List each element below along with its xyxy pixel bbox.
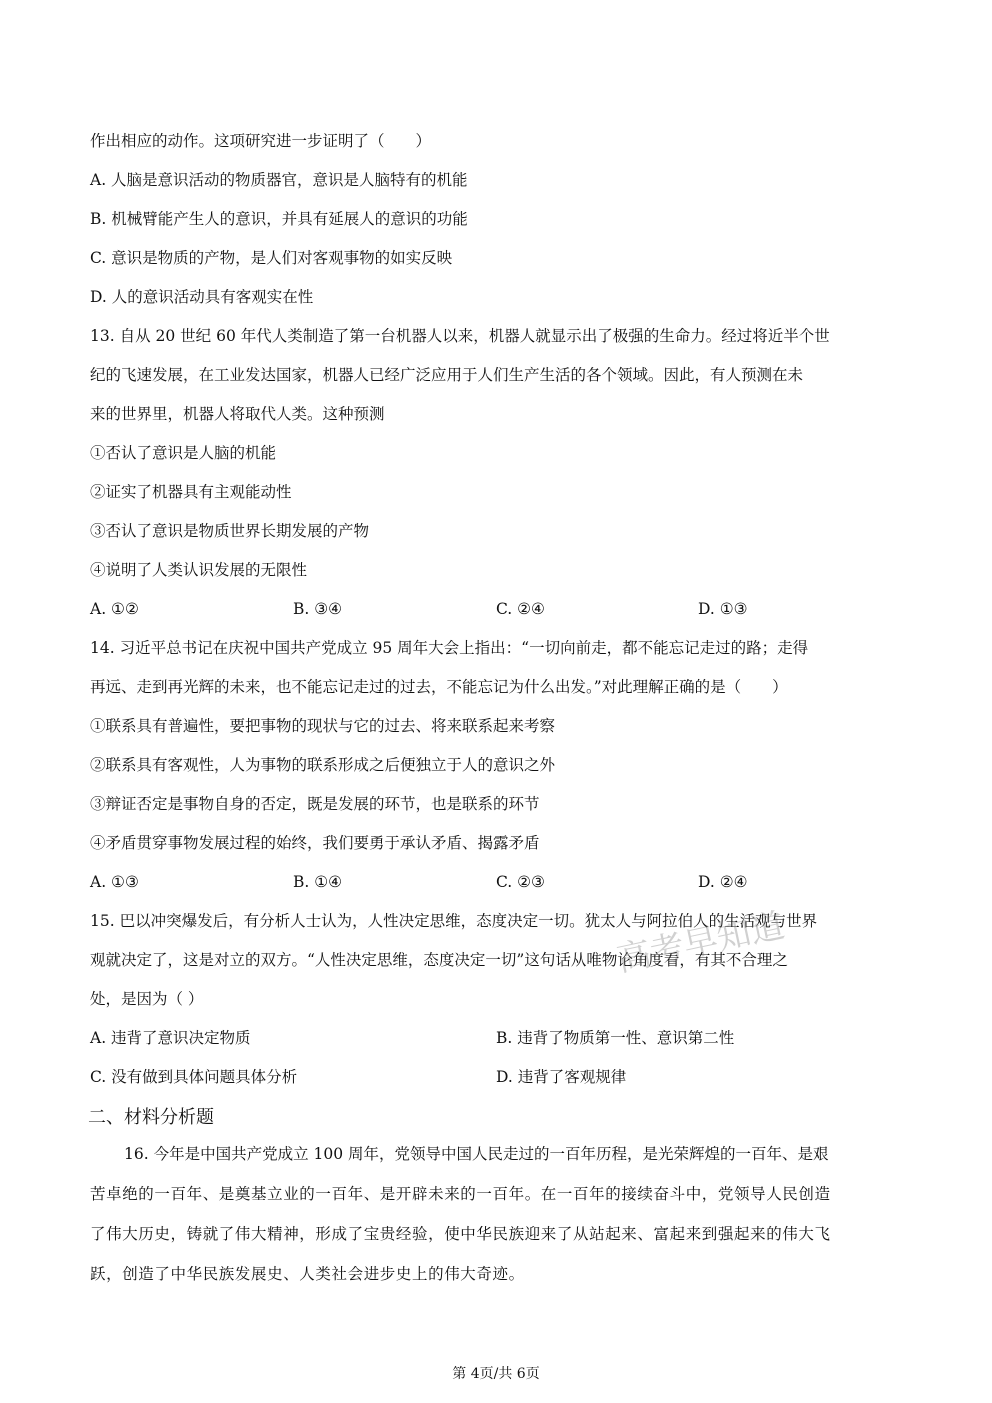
q14-statement-4: ④矛盾贯穿事物发展过程的始终，我们要勇于承认矛盾、揭露矛盾	[90, 834, 540, 852]
q12-stem: 作出相应的动作。这项研究进一步证明了（ ）	[90, 132, 432, 150]
q15-option-a: A. 违背了意识决定物质	[90, 1029, 251, 1047]
q14-option-c: C. ②③	[496, 873, 545, 891]
q16-material-line2: 苦卓绝的一百年、是奠基立业的一百年、是开辟未来的一百年。在一百年的接续奋斗中，党领导人民创造	[90, 1185, 831, 1203]
q13-option-d: D. ①③	[698, 600, 748, 618]
q12-option-d: D. 人的意识活动具有客观实在性	[90, 288, 314, 306]
section-heading: 二、材料分析题	[88, 1107, 214, 1128]
q16-material-line4: 跃，创造了中华民族发展史、人类社会进步史上的伟大奇迹。	[90, 1265, 525, 1283]
q15-option-c: C. 没有做到具体问题具体分析	[90, 1068, 298, 1086]
q12-option-a: A. 人脑是意识活动的物质器官，意识是人脑特有的机能	[90, 171, 468, 189]
q12-option-c: C. 意识是物质的产物，是人们对客观事物的如实反映	[90, 249, 453, 267]
q13-statement-2: ②证实了机器具有主观能动性	[90, 483, 292, 501]
q16-material-line1: 16. 今年是中国共产党成立 100 周年，党领导中国人民走过的一百年历程，是光荣辉煌的一百年、是艰	[124, 1145, 829, 1163]
q13-stem-line3: 来的世界里，机器人将取代人类。这种预测	[90, 405, 385, 423]
q15-stem-line1: 15. 巴以冲突爆发后，有分析人士认为，人性决定思维，态度决定一切。犹太人与阿拉伯人的生活观与世界	[90, 912, 818, 930]
q14-statement-1: ①联系具有普遍性，要把事物的现状与它的过去、将来联系起来考察	[90, 717, 556, 735]
q15-option-b: B. 违背了物质第一性、意识第二性	[496, 1029, 735, 1047]
q13-stem-line2: 纪的飞速发展，在工业发达国家，机器人已经广泛应用于人们生产生活的各个领域。因此，有人预测在未	[90, 366, 804, 384]
q13-option-a: A. ①②	[90, 600, 139, 618]
q14-option-a: A. ①③	[90, 873, 139, 891]
q13-statement-1: ①否认了意识是人脑的机能	[90, 444, 277, 462]
q14-option-b: B. ①④	[293, 873, 343, 891]
q15-stem-line3: 处，是因为（ ）	[90, 990, 204, 1008]
q15-option-d: D. 违背了客观规律	[496, 1068, 627, 1086]
q13-statement-3: ③否认了意识是物质世界长期发展的产物	[90, 522, 370, 540]
q14-stem-line2: 再远、走到再光辉的未来，也不能忘记走过的过去，不能忘记为什么出发。”对此理解正确的是（ ）	[90, 678, 788, 696]
q13-stem-line1: 13. 自从 20 世纪 60 年代人类制造了第一台机器人以来，机器人就显示出了极强的生命力。经过将近半个世	[90, 327, 830, 345]
q16-material-line3: 了伟大历史，铸就了伟大精神，形成了宝贵经验，使中华民族迎来了从站起来、富起来到强起来的伟大飞	[90, 1225, 831, 1243]
q14-statement-3: ③辩证否定是事物自身的否定，既是发展的环节，也是联系的环节	[90, 795, 540, 813]
q14-stem-line1: 14. 习近平总书记在庆祝中国共产党成立 95 周年大会上指出：“一切向前走，都不能忘记走过的路；走得	[90, 639, 809, 657]
watermark-text: 高考早知道	[613, 905, 789, 981]
q14-statement-2: ②联系具有客观性，人为事物的联系形成之后便独立于人的意识之外	[90, 756, 556, 774]
q13-option-c: C. ②④	[496, 600, 545, 618]
page-number: 第 4页/共 6页	[452, 1366, 540, 1382]
q15-stem-line2: 观就决定了，这是对立的双方。“人性决定思维，态度决定一切”这句话从唯物论角度看，有其不合理之	[90, 951, 788, 969]
q14-option-d: D. ②④	[698, 873, 748, 891]
q13-statement-4: ④说明了人类认识发展的无限性	[90, 561, 308, 579]
q12-option-b: B. 机械臂能产生人的意识，并具有延展人的意识的功能	[90, 210, 468, 228]
q13-option-b: B. ③④	[293, 600, 343, 618]
